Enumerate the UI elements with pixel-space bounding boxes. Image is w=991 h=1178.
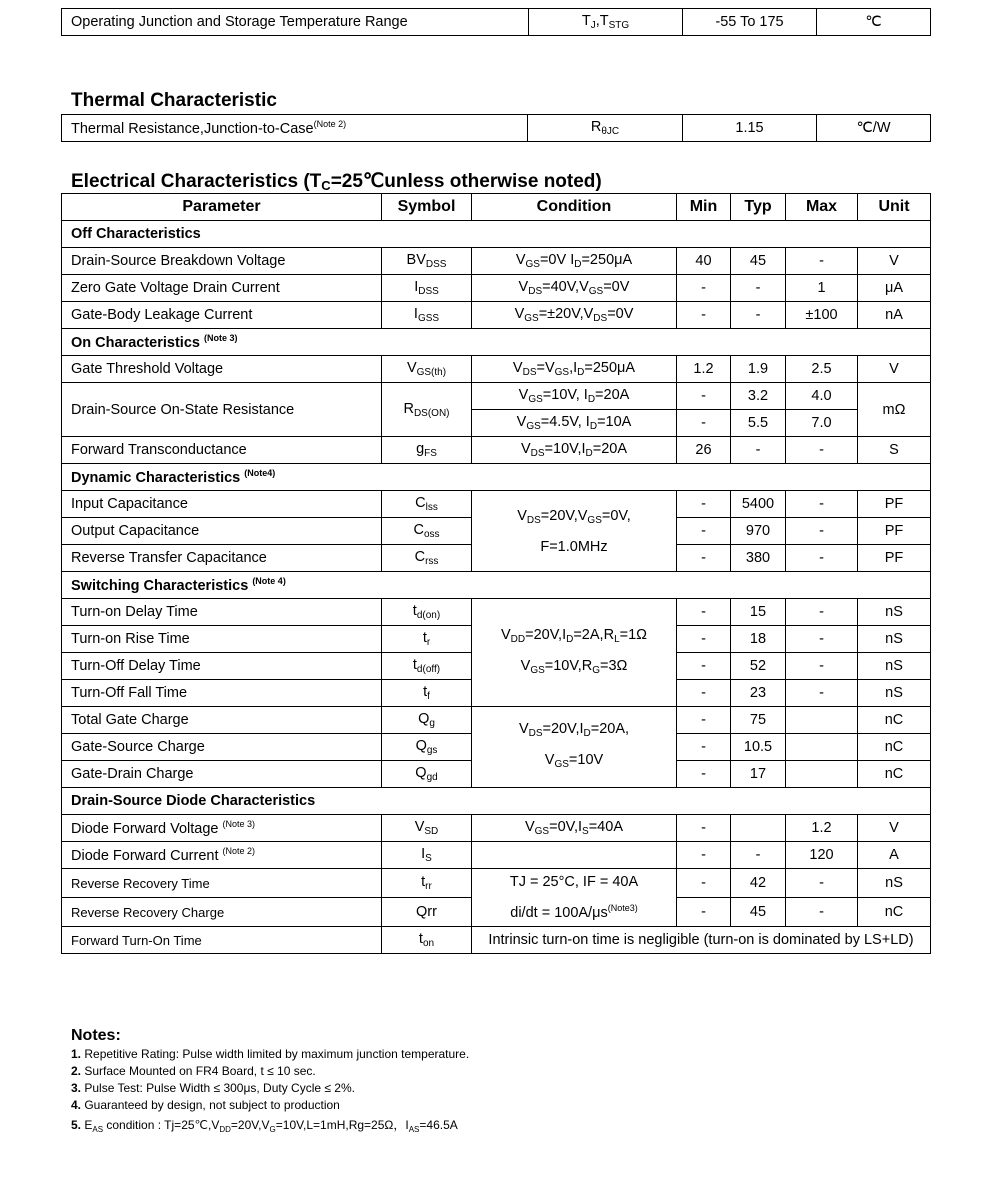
param-cell: Zero Gate Voltage Drain Current xyxy=(62,275,382,302)
table-row xyxy=(62,491,931,518)
table-row xyxy=(62,842,931,869)
electrical-table xyxy=(61,193,931,954)
symbol-cell: $C_{rss}$ xyxy=(382,545,472,572)
unit-cell: nC xyxy=(858,761,931,788)
max-cell: 1.2 xyxy=(786,815,858,842)
note-item: 4. Guaranteed by design, not subject to production xyxy=(71,1098,340,1112)
table-row xyxy=(62,9,931,36)
typ-cell: - xyxy=(731,302,786,329)
unit-cell: V xyxy=(858,248,931,275)
min-cell: - xyxy=(677,545,731,572)
unit-cell: A xyxy=(858,842,931,869)
condition-cell: $V_{GS}=4.5V$, $I_D=10A$ xyxy=(472,410,677,437)
max-cell xyxy=(786,761,858,788)
min-cell: - xyxy=(677,842,731,869)
min-cell: - xyxy=(677,275,731,302)
table-row xyxy=(62,248,931,275)
table-row xyxy=(62,927,931,954)
param-cell: Forward Turn-On Time xyxy=(62,927,382,954)
typ-cell: 18 xyxy=(731,626,786,653)
header-row xyxy=(62,194,931,221)
max-cell: 1 xyxy=(786,275,858,302)
typ-cell xyxy=(731,815,786,842)
unit-cell: nS xyxy=(858,680,931,707)
section-switching: Switching Characteristics $^{(Note 4)}$ xyxy=(62,572,931,599)
min-cell: - xyxy=(677,707,731,734)
symbol-cell: $I_{DSS}$ xyxy=(382,275,472,302)
max-cell xyxy=(786,734,858,761)
unit-cell: nC xyxy=(858,707,931,734)
table-row xyxy=(62,815,931,842)
value-cell: 1.15 xyxy=(683,115,817,142)
min-cell: 26 xyxy=(677,437,731,464)
typ-cell: 45 xyxy=(731,898,786,927)
header-condition: Condition xyxy=(472,194,677,221)
symbol-cell: $R_{\theta JC}$ xyxy=(528,115,683,142)
unit-cell: nC xyxy=(858,734,931,761)
max-cell: - xyxy=(786,680,858,707)
min-cell: - xyxy=(677,626,731,653)
unit-cell: nC xyxy=(858,898,931,927)
max-cell: - xyxy=(786,626,858,653)
symbol-cell: $Q_{gs}$ xyxy=(382,734,472,761)
max-cell: - xyxy=(786,599,858,626)
symbol-cell: $R_{DS(ON)}$ xyxy=(382,383,472,437)
param-cell: Thermal Resistance,Junction-to-Case$^{(Note 2)}$ xyxy=(62,115,528,142)
unit-cell: V xyxy=(858,815,931,842)
section-row xyxy=(62,572,931,599)
min-cell: - xyxy=(677,761,731,788)
symbol-cell: $C_{lss}$ xyxy=(382,491,472,518)
param-cell: Reverse Recovery Charge xyxy=(62,898,382,927)
condition-cell: $V_{DS}=10V,I_D=20A$ xyxy=(472,437,677,464)
unit-cell: PF xyxy=(858,545,931,572)
condition-cell: $V_{GS}=10V$, $I_D=20A$ xyxy=(472,383,677,410)
typ-cell: 15 xyxy=(731,599,786,626)
min-cell: - xyxy=(677,410,731,437)
typ-cell: 23 xyxy=(731,680,786,707)
symbol-cell: $Q_g$ xyxy=(382,707,472,734)
max-cell: 120 xyxy=(786,842,858,869)
typ-cell: 10.5 xyxy=(731,734,786,761)
header-symbol: Symbol xyxy=(382,194,472,221)
min-cell: - xyxy=(677,491,731,518)
symbol-cell: $I_S$ xyxy=(382,842,472,869)
table-row xyxy=(62,707,931,734)
condition-cell: $V_{DD}=20V,I_D=2A,R_L=1\Omega$ $V_{GS}=10V,R_G=3\Omega$ xyxy=(472,599,677,707)
max-cell xyxy=(786,707,858,734)
min-cell: - xyxy=(677,869,731,898)
section-row xyxy=(62,464,931,491)
section-row xyxy=(62,329,931,356)
unit-cell: nS xyxy=(858,653,931,680)
min-cell: 40 xyxy=(677,248,731,275)
typ-cell: 42 xyxy=(731,869,786,898)
max-cell: - xyxy=(786,491,858,518)
min-cell: - xyxy=(677,680,731,707)
symbol-cell: $t_f$ xyxy=(382,680,472,707)
symbol-cell: $t_{rr}$ xyxy=(382,869,472,898)
param-cell: Reverse Recovery Time xyxy=(62,869,382,898)
param-cell: Drain-Source On-State Resistance xyxy=(62,383,382,437)
min-cell: - xyxy=(677,734,731,761)
param-cell: Gate Threshold Voltage xyxy=(62,356,382,383)
table-row xyxy=(62,869,931,898)
unit-cell: nA xyxy=(858,302,931,329)
typ-cell: 380 xyxy=(731,545,786,572)
typ-cell: 5.5 xyxy=(731,410,786,437)
unit-cell: PF xyxy=(858,518,931,545)
param-cell: Output Capacitance xyxy=(62,518,382,545)
symbol-cell: $g_{FS}$ xyxy=(382,437,472,464)
condition-cell: $V_{DS}=40V,V_{GS}=0V$ xyxy=(472,275,677,302)
header-parameter: Parameter xyxy=(62,194,382,221)
unit-cell: ℃ xyxy=(817,9,931,36)
typ-cell: 45 xyxy=(731,248,786,275)
table-row xyxy=(62,599,931,626)
unit-cell: μA xyxy=(858,275,931,302)
min-cell: - xyxy=(677,302,731,329)
notes-title: Notes: xyxy=(71,1027,121,1044)
param-cell: Reverse Transfer Capacitance xyxy=(62,545,382,572)
symbol-cell: Qrr xyxy=(382,898,472,927)
table-row xyxy=(62,115,931,142)
notes-section xyxy=(71,1027,469,1138)
symbol-cell: $t_{d(on)}$ xyxy=(382,599,472,626)
unit-cell: ℃/W xyxy=(817,115,931,142)
typ-cell: - xyxy=(731,842,786,869)
param-cell: Operating Junction and Storage Temperature Range xyxy=(62,9,529,36)
section-dynamic: Dynamic Characteristics $^{(Note4)}$ xyxy=(62,464,931,491)
param-cell: Total Gate Charge xyxy=(62,707,382,734)
unit-cell: nS xyxy=(858,626,931,653)
table-row xyxy=(62,275,931,302)
param-cell: Turn-Off Fall Time xyxy=(62,680,382,707)
condition-cell: $V_{GS}=0V,I_S=40A$ xyxy=(472,815,677,842)
symbol-cell: $t_r$ xyxy=(382,626,472,653)
max-cell: - xyxy=(786,518,858,545)
condition-cell: $V_{DS}=20V,I_D=20A$, $V_{GS}=10V$ xyxy=(472,707,677,788)
param-cell: Diode Forward Current $^{(Note 2)}$ xyxy=(62,842,382,869)
table-row xyxy=(62,383,931,410)
symbol-cell: $t_{on}$ xyxy=(382,927,472,954)
table-row xyxy=(62,356,931,383)
max-cell: - xyxy=(786,437,858,464)
min-cell: - xyxy=(677,653,731,680)
max-cell: - xyxy=(786,653,858,680)
note-item: 1. Repetitive Rating: Pulse width limited by maximum junction temperature. xyxy=(71,1047,470,1061)
thermal-table xyxy=(61,114,931,142)
table-row xyxy=(62,302,931,329)
max-cell: 7.0 xyxy=(786,410,858,437)
section-diode: Drain-Source Diode Characteristics xyxy=(62,788,931,815)
param-cell: Forward Transconductance xyxy=(62,437,382,464)
unit-cell: S xyxy=(858,437,931,464)
unit-cell: nS xyxy=(858,599,931,626)
symbol-cell: $BV_{DSS}$ xyxy=(382,248,472,275)
unit-cell: mΩ xyxy=(858,383,931,437)
symbol-cell: $C_{oss}$ xyxy=(382,518,472,545)
condition-cell: $V_{GS}=0V$ $I_D=250\mu A$ xyxy=(472,248,677,275)
condition-cell: $V_{DS}=V_{GS},I_D=250\mu A$ xyxy=(472,356,677,383)
param-cell: Gate-Body Leakage Current xyxy=(62,302,382,329)
note-item: 5. $E_{AS}$ condition : $Tj=25℃,V_{DD}=20V,V_G=10V,L=1mH,Rg=25\Omega$，$I_{AS}=46.5A$ xyxy=(71,1118,458,1134)
typ-cell: 5400 xyxy=(731,491,786,518)
condition-cell: $V_{DS}=20V,V_{GS}=0V$, F=1.0MHz xyxy=(472,491,677,572)
header-unit: Unit xyxy=(858,194,931,221)
typ-cell: 17 xyxy=(731,761,786,788)
condition-cell: TJ = 25°C, IF = 40A $di/dt = 100A/\mu s^{(Note3)}$ xyxy=(472,869,677,927)
symbol-cell: $t_{d(off)}$ xyxy=(382,653,472,680)
param-cell: Gate-Drain Charge xyxy=(62,761,382,788)
param-cell: Turn-on Delay Time xyxy=(62,599,382,626)
param-cell: Input Capacitance xyxy=(62,491,382,518)
min-cell: - xyxy=(677,518,731,545)
param-cell: Gate-Source Charge xyxy=(62,734,382,761)
unit-cell: PF xyxy=(858,491,931,518)
typ-cell: 3.2 xyxy=(731,383,786,410)
section-on: On Characteristics $^{(Note 3)}$ xyxy=(62,329,931,356)
symbol-cell: $V_{GS(th)}$ xyxy=(382,356,472,383)
note-item: 3. Pulse Test: Pulse Width ≤ 300μs, Duty Cycle ≤ 2%. xyxy=(71,1081,355,1095)
param-cell: Drain-Source Breakdown Voltage xyxy=(62,248,382,275)
note-item: 2. Surface Mounted on FR4 Board, t ≤ 10 sec. xyxy=(71,1064,316,1078)
max-cell: - xyxy=(786,869,858,898)
electrical-heading: Electrical Characteristics (TC=25℃unless otherwise noted) xyxy=(71,171,602,193)
typ-cell: 52 xyxy=(731,653,786,680)
header-max: Max xyxy=(786,194,858,221)
symbol-cell: $V_{SD}$ xyxy=(382,815,472,842)
condition-cell: Intrinsic turn-on time is negligible (turn-on is dominated by LS+LD) xyxy=(472,927,931,954)
condition-cell xyxy=(472,842,677,869)
typ-cell: 970 xyxy=(731,518,786,545)
header-typ: Typ xyxy=(731,194,786,221)
min-cell: - xyxy=(677,599,731,626)
param-cell: Diode Forward Voltage $^{(Note 3)}$ xyxy=(62,815,382,842)
max-cell: 4.0 xyxy=(786,383,858,410)
unit-cell: V xyxy=(858,356,931,383)
thermal-heading: Thermal Characteristic xyxy=(71,90,277,111)
min-cell: 1.2 xyxy=(677,356,731,383)
typ-cell: - xyxy=(731,275,786,302)
max-cell: - xyxy=(786,545,858,572)
max-cell: - xyxy=(786,248,858,275)
param-cell: Turn-on Rise Time xyxy=(62,626,382,653)
typ-cell: - xyxy=(731,437,786,464)
symbol-cell: $T_J,T_{STG}$ xyxy=(529,9,683,36)
min-cell: - xyxy=(677,815,731,842)
temperature-table xyxy=(61,8,931,36)
max-cell: - xyxy=(786,898,858,927)
symbol-cell: $I_{GSS}$ xyxy=(382,302,472,329)
unit-cell: nS xyxy=(858,869,931,898)
symbol-cell: $Q_{gd}$ xyxy=(382,761,472,788)
min-cell: - xyxy=(677,898,731,927)
min-cell: - xyxy=(677,383,731,410)
header-min: Min xyxy=(677,194,731,221)
typ-cell: 75 xyxy=(731,707,786,734)
typ-cell: 1.9 xyxy=(731,356,786,383)
section-row xyxy=(62,788,931,815)
condition-cell: $V_{GS}=\pm 20V,V_{DS}=0V$ xyxy=(472,302,677,329)
max-cell: ±100 xyxy=(786,302,858,329)
section-row xyxy=(62,221,931,248)
table-row xyxy=(62,437,931,464)
section-off: Off Characteristics xyxy=(62,221,931,248)
param-cell: Turn-Off Delay Time xyxy=(62,653,382,680)
value-cell: -55 To 175 xyxy=(683,9,817,36)
max-cell: 2.5 xyxy=(786,356,858,383)
